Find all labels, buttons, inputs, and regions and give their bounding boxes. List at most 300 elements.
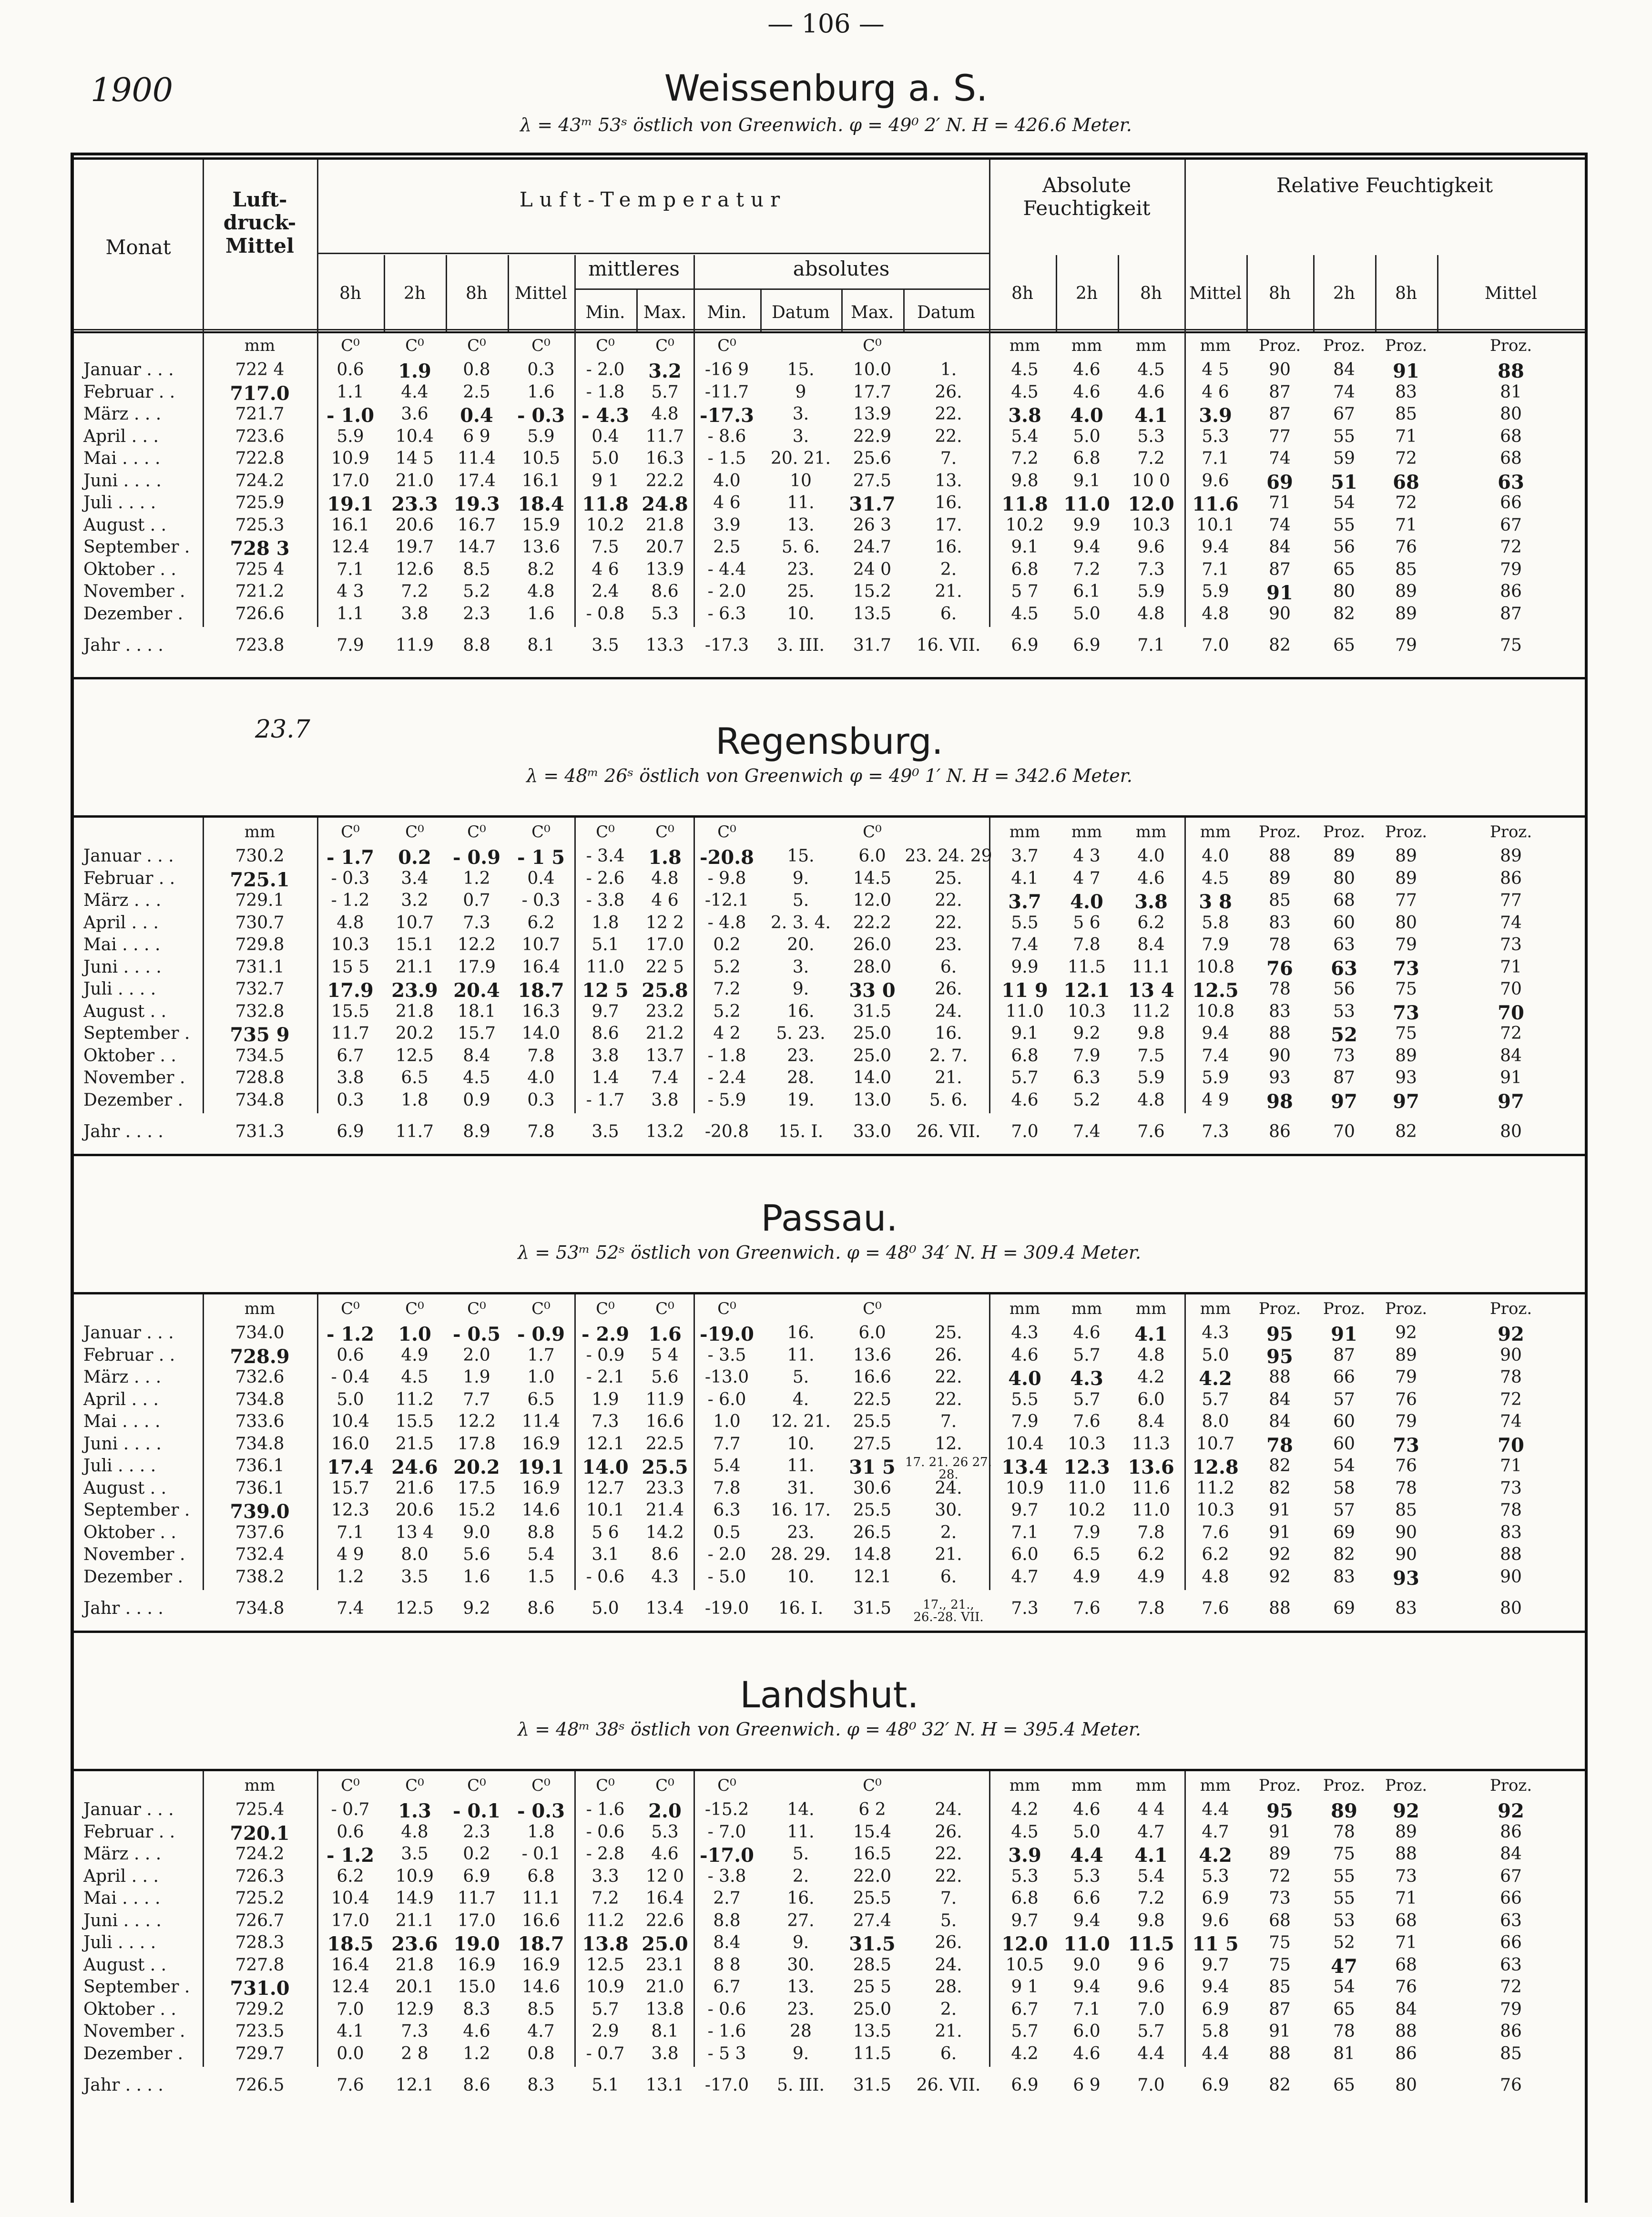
table-cell: 1.6 bbox=[463, 1567, 490, 1587]
table-cell: 73 bbox=[1500, 1478, 1522, 1498]
year-cell: 88 bbox=[1269, 1599, 1291, 1618]
table-cell: 11.8 bbox=[1001, 493, 1048, 515]
table-cell: 12.5 bbox=[586, 1955, 625, 1975]
table-cell: 7.2 bbox=[401, 582, 428, 601]
table-cell: 9.4 bbox=[1073, 537, 1101, 557]
table-cell: 4.8 bbox=[651, 868, 679, 888]
table-cell: 2. bbox=[940, 1999, 957, 2019]
table-cell: 728.9 bbox=[230, 1345, 290, 1368]
table-cell: - 4.8 bbox=[707, 913, 746, 933]
unit-label: mm bbox=[244, 822, 275, 842]
table-cell: 76 bbox=[1266, 957, 1293, 980]
table-cell: -13.0 bbox=[704, 1367, 749, 1387]
table-cell: 6.3 bbox=[1073, 1068, 1101, 1088]
table-cell: 31.5 bbox=[849, 1933, 896, 1955]
table-cell: 6.7 bbox=[1011, 1999, 1039, 2019]
table-cell: 1.2 bbox=[337, 1567, 364, 1587]
table-cell: 66 bbox=[1500, 1933, 1522, 1952]
table-cell: 13.5 bbox=[853, 2022, 892, 2041]
table-cell: 16.4 bbox=[331, 1955, 370, 1975]
table-cell: - 0.1 bbox=[452, 1800, 501, 1822]
month-label: April . . . bbox=[83, 913, 159, 933]
table-cell: 22.6 bbox=[645, 1910, 684, 1930]
table-cell: 6.0 bbox=[858, 846, 886, 866]
table-cell: - 0.9 bbox=[517, 1323, 565, 1345]
table-cell: 4.6 bbox=[1073, 2043, 1101, 2063]
station-table-0 bbox=[74, 331, 1585, 655]
table-cell: 10. bbox=[787, 1434, 815, 1454]
table-cell: 5. bbox=[792, 891, 809, 910]
table-cell: - 3.8 bbox=[707, 1866, 746, 1886]
unit-label: C⁰ bbox=[531, 1299, 551, 1318]
year-cell: 5.1 bbox=[591, 2075, 619, 2095]
table-cell: 78 bbox=[1333, 1822, 1355, 1842]
table-cell: - 0.3 bbox=[521, 891, 561, 910]
table-cell: 89 bbox=[1395, 1046, 1417, 1066]
table-cell: 11 9 bbox=[1001, 979, 1048, 1002]
table-cell: 11.0 bbox=[1132, 1500, 1171, 1520]
table-cell: 10.9 bbox=[331, 449, 370, 468]
unit-label: mm bbox=[1200, 822, 1231, 842]
table-cell: 1.2 bbox=[463, 868, 490, 888]
table-cell: 0.8 bbox=[463, 360, 490, 380]
table-cell: 6.0 bbox=[1073, 2022, 1101, 2041]
table-cell: 23.9 bbox=[391, 979, 438, 1002]
table-cell: - 0.9 bbox=[586, 1345, 625, 1365]
table-cell: 9.4 bbox=[1202, 1977, 1229, 1997]
table-cell: 4.8 bbox=[1202, 1567, 1229, 1587]
table-cell: 12.5 bbox=[1192, 979, 1239, 1002]
table-cell: 1.8 bbox=[401, 1090, 428, 1110]
table-cell: 95 bbox=[1266, 1800, 1293, 1822]
table-cell: 3.1 bbox=[591, 1545, 619, 1564]
table-cell: 2.3 bbox=[463, 1822, 490, 1842]
month-label: April . . . bbox=[83, 1389, 159, 1409]
table-cell: 722.8 bbox=[235, 449, 285, 468]
mittleres-header: mittleres bbox=[588, 257, 680, 280]
year-cell: 26. VII. bbox=[916, 2075, 981, 2095]
unit-label: Proz. bbox=[1258, 1299, 1301, 1318]
table-cell: 23.2 bbox=[645, 1001, 684, 1021]
table-cell: 72 bbox=[1500, 1024, 1522, 1043]
year-cell: 7.8 bbox=[527, 1122, 555, 1141]
table-cell: 73 bbox=[1393, 957, 1419, 980]
table-cell: 55 bbox=[1333, 1889, 1355, 1908]
table-cell: 9 bbox=[795, 382, 806, 402]
unit-label: C⁰ bbox=[655, 1299, 674, 1318]
table-cell: 73 bbox=[1395, 1866, 1417, 1886]
subheader-datum: Datum bbox=[771, 303, 830, 322]
table-cell: 3.8 bbox=[591, 1046, 619, 1066]
table-cell: 8.6 bbox=[651, 1545, 679, 1564]
month-label: August . . bbox=[83, 1001, 167, 1021]
table-cell: 15.9 bbox=[521, 515, 561, 535]
table-cell: 10.3 bbox=[1132, 515, 1171, 535]
table-cell: 2.9 bbox=[591, 2022, 619, 2041]
table-cell: - 0.3 bbox=[331, 868, 370, 888]
unit-label: C⁰ bbox=[341, 822, 360, 842]
table-cell: 74 bbox=[1500, 1412, 1522, 1431]
table-cell: 25.0 bbox=[853, 1046, 892, 1066]
table-cell: 21.1 bbox=[395, 957, 434, 977]
table-cell: - 0.6 bbox=[586, 1822, 625, 1842]
table-cell: - 2.1 bbox=[586, 1367, 625, 1387]
table-cell: 23. 24. 29 bbox=[905, 846, 992, 866]
table-cell: 93 bbox=[1395, 1068, 1417, 1088]
table-cell: 4.1 bbox=[1011, 868, 1039, 888]
year-cell: 8.6 bbox=[527, 1599, 555, 1618]
table-cell: 90 bbox=[1269, 360, 1291, 380]
table-cell: 1.2 bbox=[463, 2043, 490, 2063]
table-cell: 5.8 bbox=[1202, 2022, 1229, 2041]
year-cell: 7.3 bbox=[1202, 1122, 1229, 1141]
handwritten-year-note: 1900 bbox=[91, 72, 173, 109]
station-name: Weissenburg a. S. bbox=[664, 67, 988, 109]
table-cell: 0.4 bbox=[460, 404, 493, 427]
table-cell: 10.9 bbox=[1005, 1478, 1044, 1498]
table-cell: 2. bbox=[940, 559, 957, 579]
table-cell: - 0.6 bbox=[707, 1999, 746, 2019]
table-cell: 11.0 bbox=[586, 957, 625, 977]
unit-label: C⁰ bbox=[405, 1299, 424, 1318]
table-cell: 25.0 bbox=[853, 1024, 892, 1043]
table-cell: 12. bbox=[935, 1434, 962, 1454]
month-label: August . . bbox=[83, 1955, 167, 1975]
table-cell: 4 9 bbox=[337, 1545, 364, 1564]
table-cell: 7.1 bbox=[1011, 1522, 1039, 1542]
table-cell: 25.0 bbox=[642, 1933, 688, 1955]
table-cell: 5.7 bbox=[1137, 2022, 1165, 2041]
table-cell: 11.7 bbox=[645, 426, 684, 446]
table-cell: 84 bbox=[1269, 1412, 1291, 1431]
table-cell: 4.2 bbox=[1199, 1367, 1232, 1390]
table-cell: 11.0 bbox=[1005, 1001, 1044, 1021]
table-cell: 4 3 bbox=[1073, 846, 1101, 866]
table-cell: 19.7 bbox=[395, 537, 434, 557]
table-cell: 738.2 bbox=[235, 1567, 285, 1587]
table-cell: 7.0 bbox=[1137, 1999, 1165, 2019]
table-cell: 28. bbox=[787, 1068, 815, 1088]
table-cell: 9.9 bbox=[1073, 515, 1101, 535]
table-cell: 17.8 bbox=[457, 1434, 496, 1454]
table-cell: 7.4 bbox=[1202, 1046, 1229, 1066]
table-cell: 5.3 bbox=[1202, 426, 1229, 446]
table-cell: 2. bbox=[940, 1522, 957, 1542]
table-cell: 18.7 bbox=[518, 1933, 564, 1955]
table-cell: 10.2 bbox=[1005, 515, 1044, 535]
table-cell: 90 bbox=[1395, 1545, 1417, 1564]
table-cell: 14.0 bbox=[582, 1456, 629, 1478]
luft-temperatur-header: Luft-Temperatur bbox=[519, 188, 787, 211]
table-cell: 23. bbox=[787, 1046, 815, 1066]
table-cell: 92 bbox=[1269, 1567, 1291, 1587]
table-cell: 9.7 bbox=[1011, 1500, 1039, 1520]
table-cell: 18.7 bbox=[518, 979, 564, 1002]
table-cell: 3.8 bbox=[401, 604, 428, 624]
table-cell: 20.6 bbox=[395, 515, 434, 535]
table-cell: 10.7 bbox=[395, 913, 434, 933]
table-cell: 16.6 bbox=[645, 1412, 684, 1431]
table-cell: 15.1 bbox=[395, 935, 434, 955]
table-cell: 5. 6. bbox=[929, 1090, 968, 1110]
unit-label: C⁰ bbox=[531, 1776, 551, 1795]
table-cell: 1.9 bbox=[591, 1389, 619, 1409]
table-cell: 21. bbox=[935, 1545, 962, 1564]
table-cell: - 5.9 bbox=[707, 1090, 746, 1110]
table-cell: 11.2 bbox=[586, 1910, 625, 1930]
table-cell: 3.2 bbox=[648, 360, 682, 382]
table-cell: 70 bbox=[1498, 1434, 1524, 1457]
table-cell: 7.2 bbox=[1073, 559, 1101, 579]
unit-label: Proz. bbox=[1489, 822, 1532, 842]
table-cell: 14.0 bbox=[853, 1068, 892, 1088]
table-cell: 729.8 bbox=[235, 935, 285, 955]
unit-label: C⁰ bbox=[467, 336, 486, 355]
unit-label: C⁰ bbox=[863, 822, 882, 842]
table-cell: 3.8 bbox=[651, 2043, 679, 2063]
table-cell: 4.6 bbox=[1011, 1345, 1039, 1365]
unit-label: C⁰ bbox=[341, 1776, 360, 1795]
table-cell: 16.6 bbox=[521, 1910, 561, 1930]
table-cell: 68 bbox=[1393, 471, 1419, 493]
unit-label: C⁰ bbox=[467, 1299, 486, 1318]
table-cell: 21.0 bbox=[395, 471, 434, 491]
table-cell: 54 bbox=[1333, 1456, 1355, 1476]
table-cell: 5.0 bbox=[337, 1389, 364, 1409]
table-cell: - 1.2 bbox=[326, 1844, 375, 1867]
table-cell: 25.5 bbox=[853, 1889, 892, 1908]
table-cell: - 2.0 bbox=[707, 582, 746, 601]
table-cell: 68 bbox=[1333, 891, 1355, 910]
section-rule bbox=[74, 1154, 1585, 1156]
table-cell: 16. bbox=[935, 1024, 962, 1043]
table-cell: 83 bbox=[1269, 913, 1291, 933]
year-cell: 7.6 bbox=[337, 2075, 364, 2095]
table-cell: 12.1 bbox=[853, 1567, 892, 1587]
table-cell: 8 8 bbox=[713, 1955, 741, 1975]
table-cell: 5.4 bbox=[713, 1456, 741, 1476]
year-cell: 731.3 bbox=[235, 1122, 285, 1141]
table-cell: 4.3 bbox=[1070, 1367, 1103, 1390]
table-cell: 4.8 bbox=[1202, 604, 1229, 624]
table-cell: 56 bbox=[1333, 537, 1355, 557]
table-cell: 1.6 bbox=[527, 604, 555, 624]
table-cell: 88 bbox=[1500, 1545, 1522, 1564]
table-cell: 1.9 bbox=[398, 360, 431, 382]
unit-label: Proz. bbox=[1258, 1776, 1301, 1795]
unit-label: mm bbox=[1200, 336, 1231, 355]
table-cell: 4.0 bbox=[1070, 891, 1103, 913]
table-cell: 9.4 bbox=[1073, 1977, 1101, 1997]
table-cell: 78 bbox=[1500, 1500, 1522, 1520]
table-cell: 25 5 bbox=[853, 1977, 892, 1997]
table-cell: 86 bbox=[1500, 1822, 1522, 1842]
table-cell: - 1.5 bbox=[707, 449, 746, 468]
station-name: Landshut. bbox=[740, 1673, 919, 1716]
table-cell: 57 bbox=[1333, 1389, 1355, 1409]
table-cell: 723.6 bbox=[235, 426, 285, 446]
month-label: Juli . . . . bbox=[83, 979, 156, 999]
table-cell: 730.2 bbox=[235, 846, 285, 866]
table-cell: 11. bbox=[787, 1822, 815, 1842]
table-cell: 5. bbox=[940, 1910, 957, 1930]
table-cell: 8.4 bbox=[713, 1933, 741, 1952]
unit-label: mm bbox=[1009, 336, 1040, 355]
table-cell: 725 4 bbox=[235, 559, 285, 579]
table-cell: 69 bbox=[1266, 471, 1293, 493]
table-cell: 14.6 bbox=[521, 1500, 561, 1520]
month-label: September . bbox=[83, 1977, 190, 1997]
table-cell: 12. 21. bbox=[771, 1412, 831, 1431]
table-cell: 9.4 bbox=[1202, 1024, 1229, 1043]
table-cell: 4. bbox=[792, 1389, 809, 1409]
table-cell: 15.5 bbox=[395, 1412, 434, 1431]
table-cell: 1.6 bbox=[527, 382, 555, 402]
table-cell: 89 bbox=[1269, 868, 1291, 888]
table-cell: 0.2 bbox=[713, 935, 741, 955]
table-cell: 17.0 bbox=[645, 935, 684, 955]
unit-label: Proz. bbox=[1489, 1776, 1532, 1795]
table-cell: 734.8 bbox=[235, 1090, 285, 1110]
table-cell: 75 bbox=[1269, 1955, 1291, 1975]
year-cell: 6.9 bbox=[337, 1122, 364, 1141]
table-cell: 6.9 bbox=[463, 1866, 490, 1886]
table-cell: 3.6 bbox=[401, 404, 428, 424]
table-cell: 90 bbox=[1269, 604, 1291, 624]
column-header bbox=[74, 157, 1585, 333]
table-cell: 26.5 bbox=[853, 1522, 892, 1542]
month-label: Juni . . . . bbox=[83, 1434, 162, 1454]
year-label: Jahr . . . . bbox=[83, 636, 163, 655]
year-cell: 7.0 bbox=[1137, 2075, 1165, 2095]
unit-label: C⁰ bbox=[717, 822, 736, 842]
month-label: August . . bbox=[83, 1478, 167, 1498]
table-cell: 4.5 bbox=[1011, 1822, 1039, 1842]
table-cell: 21.4 bbox=[645, 1500, 684, 1520]
table-cell: 68 bbox=[1395, 1955, 1417, 1975]
year-cell: 3.5 bbox=[591, 1122, 619, 1141]
table-cell: 68 bbox=[1500, 426, 1522, 446]
table-cell: - 0.7 bbox=[331, 1800, 370, 1819]
unit-label: mm bbox=[1009, 822, 1040, 842]
unit-label: Proz. bbox=[1385, 336, 1428, 355]
year-cell: 70 bbox=[1333, 1122, 1355, 1141]
table-cell: 7.2 bbox=[1137, 1889, 1165, 1908]
month-label: Januar . . . bbox=[83, 1323, 174, 1343]
hour-header-mittel: Mittel bbox=[514, 284, 568, 303]
table-cell: 28.0 bbox=[853, 957, 892, 977]
table-cell: 19.0 bbox=[453, 1933, 500, 1955]
table-cell: 7. bbox=[940, 1412, 957, 1431]
table-cell: 0.4 bbox=[591, 426, 619, 446]
month-label: März . . . bbox=[83, 1367, 162, 1387]
unit-label: Proz. bbox=[1323, 336, 1366, 355]
table-cell: 85 bbox=[1395, 404, 1417, 424]
table-cell: 16.9 bbox=[457, 1955, 496, 1975]
table-cell: 15.4 bbox=[853, 1822, 892, 1842]
table-cell: 14 5 bbox=[395, 449, 434, 468]
table-cell: 12 0 bbox=[645, 1866, 684, 1886]
year-cell: 80 bbox=[1500, 1599, 1522, 1618]
unit-label: Proz. bbox=[1489, 1299, 1532, 1318]
month-label: Juli . . . . bbox=[83, 1933, 156, 1952]
table-cell: 7.9 bbox=[1202, 935, 1229, 955]
unit-label: C⁰ bbox=[596, 1776, 615, 1795]
table-cell: 84 bbox=[1500, 1046, 1522, 1066]
table-cell: 6.0 bbox=[1137, 1389, 1165, 1409]
month-label: März . . . bbox=[83, 891, 162, 910]
table-cell: 13.6 bbox=[853, 1345, 892, 1365]
table-cell: 10.4 bbox=[395, 426, 434, 446]
units-rule bbox=[74, 329, 1585, 330]
table-cell: 4 9 bbox=[1202, 1090, 1229, 1110]
table-cell: 6. bbox=[940, 2043, 957, 2063]
table-cell: 23. bbox=[787, 1522, 815, 1542]
table-cell: 1.9 bbox=[463, 1367, 490, 1387]
table-cell: 22. bbox=[935, 426, 962, 446]
table-cell: 5 7 bbox=[1011, 582, 1039, 601]
table-cell: 25.5 bbox=[642, 1456, 688, 1478]
unit-label: C⁰ bbox=[341, 336, 360, 355]
table-cell: 4.8 bbox=[1137, 1345, 1165, 1365]
table-cell: 0.7 bbox=[463, 891, 490, 910]
year-cell: 16. VII. bbox=[916, 636, 981, 655]
table-cell: 6.9 bbox=[1202, 1999, 1229, 2019]
table-cell: 11.3 bbox=[1132, 1434, 1171, 1454]
table-cell: 6.8 bbox=[1073, 449, 1101, 468]
table-cell: 78 bbox=[1500, 1367, 1522, 1387]
table-cell: - 1 5 bbox=[517, 846, 565, 869]
table-cell: 7.1 bbox=[337, 559, 364, 579]
table-cell: 11.6 bbox=[1192, 493, 1239, 515]
unit-label: C⁰ bbox=[596, 1299, 615, 1318]
table-cell: 6.2 bbox=[1137, 1545, 1165, 1564]
table-cell: 4.1 bbox=[1134, 404, 1168, 427]
table-cell: 71 bbox=[1395, 515, 1417, 535]
table-cell: 16. 17. bbox=[771, 1500, 831, 1520]
table-cell: 71 bbox=[1395, 1889, 1417, 1908]
unit-label: Proz. bbox=[1323, 1299, 1366, 1318]
table-cell: 10.0 bbox=[853, 360, 892, 380]
month-label: Dezember . bbox=[83, 604, 184, 624]
table-cell: 11 5 bbox=[1192, 1933, 1239, 1955]
table-cell: 2.0 bbox=[463, 1345, 490, 1365]
year-cell: 13.3 bbox=[645, 636, 684, 655]
table-cell: 58 bbox=[1333, 1478, 1355, 1498]
table-cell: 5.9 bbox=[1137, 1068, 1165, 1088]
table-cell: 55 bbox=[1333, 515, 1355, 535]
table-cell: 726.7 bbox=[235, 1910, 285, 1930]
year-cell: 13.4 bbox=[645, 1599, 684, 1618]
table-cell: 6.6 bbox=[1073, 1889, 1101, 1908]
month-label: Februar . . bbox=[83, 382, 175, 402]
table-cell: 72 bbox=[1500, 1977, 1522, 1997]
table-cell: 70 bbox=[1498, 1001, 1524, 1024]
table-cell: 11.4 bbox=[457, 449, 496, 468]
table-cell: 5.7 bbox=[1011, 2022, 1039, 2041]
table-cell: - 1.0 bbox=[326, 404, 375, 427]
table-cell: 2.7 bbox=[713, 1889, 741, 1908]
table-cell: 9.0 bbox=[463, 1522, 490, 1542]
table-cell: 5.6 bbox=[463, 1545, 490, 1564]
table-cell: 68 bbox=[1269, 1910, 1291, 1930]
year-cell: -17.0 bbox=[704, 2075, 749, 2095]
year-cell: 723.8 bbox=[235, 636, 285, 655]
table-cell: 7. bbox=[940, 1889, 957, 1908]
table-cell: 13.4 bbox=[1001, 1456, 1048, 1478]
table-cell: 17.9 bbox=[457, 957, 496, 977]
month-label: September . bbox=[83, 1024, 190, 1043]
